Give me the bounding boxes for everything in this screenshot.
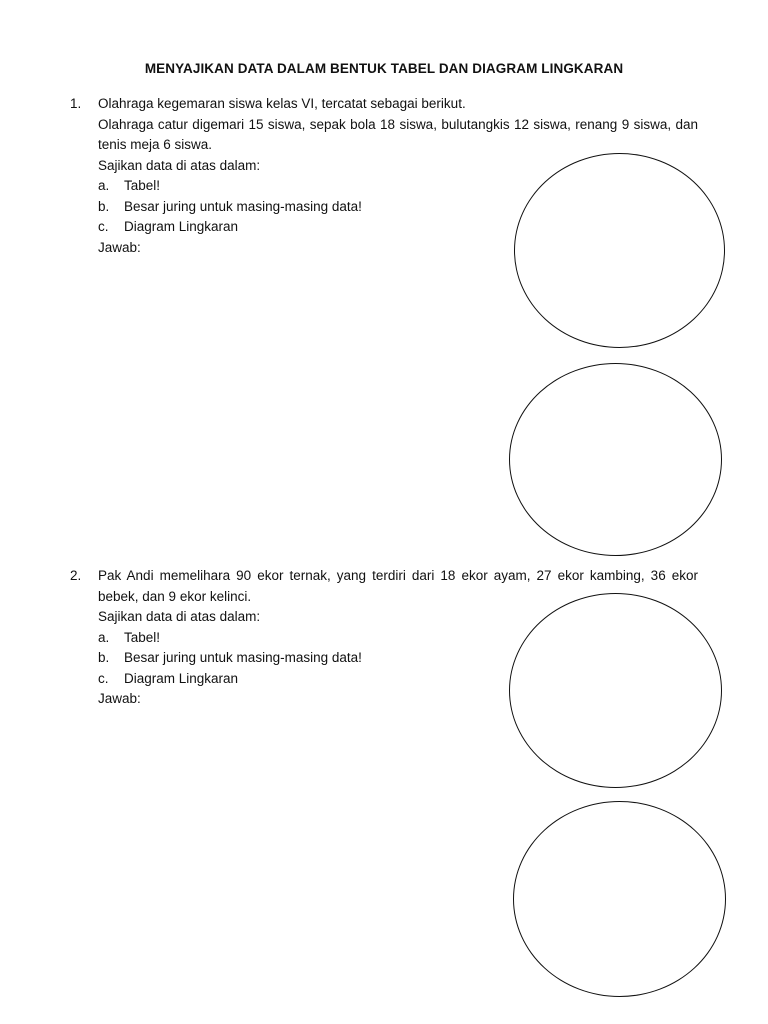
question-instruction: Sajikan data di atas dalam:: [98, 157, 261, 173]
sub-question-letter: c.: [98, 670, 109, 686]
question-intro: Pak Andi memelihara 90 ekor ternak, yang terdiri dari 18 ekor ayam, 27 ekor kambing, 36 ekor bebek, dan 9 ekor kelinci.: [98, 568, 698, 604]
answer-circle: [509, 593, 722, 788]
answer-label: Jawab:: [98, 691, 141, 706]
sub-question-text: Besar juring untuk masing-masing data!: [124, 198, 362, 214]
sub-question-letter: a.: [98, 178, 110, 193]
sub-question-text: Tabel!: [124, 629, 161, 645]
page-title: MENYAJIKAN DATA DALAM BENTUK TABEL DAN DIAGRAM LINGKARAN: [144, 61, 624, 76]
sub-question-letter: a.: [98, 629, 110, 645]
sub-question-letter: b.: [98, 198, 110, 214]
sub-question-text: Diagram Lingkaran: [124, 219, 239, 234]
question-detail: Olahraga catur digemari 15 siswa, sepak bola 18 siswa, bulutangkis 12 siswa, renang 9 siswa, dan tenis meja 6 siswa.: [98, 116, 698, 152]
answer-circle: [509, 363, 722, 556]
sub-question-letter: c.: [98, 219, 109, 234]
question-number: 1.: [70, 96, 82, 111]
sub-question-letter: b.: [98, 650, 110, 665]
question-intro: Olahraga kegemaran siswa kelas VI, tercatat sebagai berikut.: [98, 96, 466, 111]
sub-question-text: Tabel!: [124, 178, 161, 193]
answer-label: Jawab:: [98, 239, 141, 255]
sub-question-text: Diagram Lingkaran: [124, 670, 239, 686]
sub-question-text: Besar juring untuk masing-masing data!: [124, 650, 362, 665]
answer-circle: [514, 153, 725, 348]
answer-circle: [513, 801, 726, 997]
question-number: 2.: [70, 568, 82, 583]
question-instruction: Sajikan data di atas dalam:: [98, 609, 261, 624]
